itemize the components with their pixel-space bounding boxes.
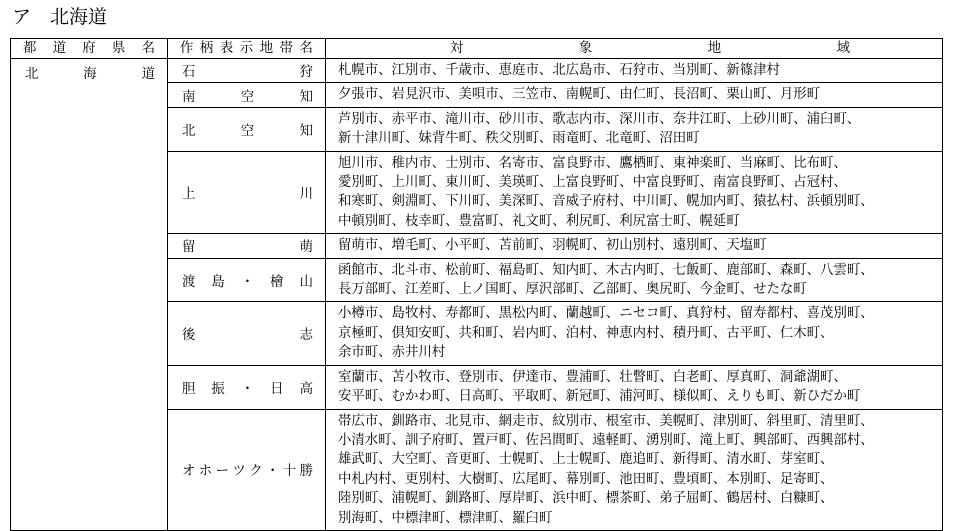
band-cell [168, 365, 326, 409]
band-cell [168, 234, 326, 258]
target-area-line: 新十津川町、妹背牛町、秩父別町、雨竜町、北竜町、沼田町 [338, 131, 700, 147]
target-area-line: 小清水町、訓子府町、置戸町、佐呂間町、遠軽町、湧別町、滝上町、興部町、西興部村、 [338, 432, 874, 448]
target-area-line: 帯広市、釧路市、北見市、網走市、紋別市、根室市、美幌町、津別町、斜里町、清里町、 [338, 413, 874, 429]
crop-region-table [10, 38, 943, 531]
target-area-line: 別海町、中標津町、標津町、羅臼町 [338, 510, 553, 526]
band-name: 後 志 [182, 328, 313, 344]
target-area-line: 中札内村、更別村、大樹町、広尾町、幕別町、池田町、豊頃町、本別町、足寄町、 [338, 471, 834, 487]
target-area-cell [326, 365, 943, 409]
target-area-cell [326, 409, 943, 530]
target-area-label: 対 象 地 域 [450, 40, 850, 56]
header-row [11, 39, 943, 59]
band-name: 留 萌 [182, 240, 313, 256]
target-area-line: 雄武町、大空町、音更町、士幌町、上士幌町、鹿追町、新得町、清水町、芽室町、 [338, 452, 834, 468]
target-area-line: 京極町、倶知安町、共和町、岩内町、泊村、神恵内村、積丹町、古平町、仁木町、 [338, 325, 834, 341]
target-area-cell [326, 107, 943, 151]
target-area-line: 函館市、北斗市、松前町、福島町、知内町、木古内町、七飯町、鹿部町、森町、八雲町、 [338, 262, 874, 278]
prefecture-label: 都 道 府 県 名 [23, 40, 155, 56]
table-row [11, 59, 943, 83]
target-area-cell [326, 234, 943, 258]
header-target-area [326, 39, 943, 59]
band-name: 胆 振 ・ 日 高 [182, 381, 313, 397]
table-body [11, 59, 943, 531]
target-area-line: 夕張市、岩見沢市、美唄市、三笠市、南幌町、由仁町、長沼町、栗山町、月形町 [338, 87, 821, 103]
target-area-line: 和寒町、剣淵町、下川町、美深町、音威子府村、中川町、幌加内町、猿払村、浜頓別町、 [338, 194, 874, 210]
target-area-line: 長万部町、江差町、上ノ国町、厚沢部町、乙部町、奥尻町、今金町、せたな町 [338, 282, 807, 298]
band-cell [168, 107, 326, 151]
target-area-line: 札幌市、江別市、千歳市、恵庭市、北広島市、石狩市、当別町、新篠津村 [338, 63, 780, 78]
band-cell [168, 302, 326, 365]
band-cell [168, 409, 326, 530]
target-area-line: 中頓別町、枝幸町、豊富町、礼文町、利尻町、利尻富士町、幌延町 [338, 213, 740, 229]
target-area-line: 旭川市、稚内市、士別市、名寄市、富良野市、鷹栖町、東神楽町、当麻町、比布町、 [338, 155, 847, 171]
section-title: ア 北海道 [12, 6, 108, 28]
target-area-line: 室蘭市、苫小牧市、登別市、伊達市、豊浦町、壮瞥町、白老町、厚真町、洞爺湖町、 [338, 369, 847, 385]
header-prefecture [11, 39, 168, 59]
target-area-line: 小樽市、島牧村、寿都町、黒松内町、蘭越町、ニセコ町、真狩村、留寿都村、喜茂別町、 [338, 306, 874, 322]
band-cell [168, 83, 326, 107]
prefecture-name: 北 海 道 [25, 67, 155, 82]
band-name: 渡 島 ・ 檜 山 [182, 274, 313, 290]
target-area-line: 芦別市、赤平市、滝川市、砂川市、歌志内市、深川市、奈井江町、上砂川町、浦臼町、 [338, 111, 861, 127]
band-cell [168, 151, 326, 234]
target-area-line: 愛別町、上川町、東川町、美瑛町、上富良野町、中富良野町、南富良野町、占冠村、 [338, 175, 847, 191]
target-area-line: 陸別町、浦幌町、釧路町、厚岸町、浜中町、標茶町、弟子屈町、鶴居村、白糠町、 [338, 491, 834, 507]
band-name: 石 狩 [182, 65, 313, 81]
target-area-line: 余市町、赤井川村 [338, 345, 446, 361]
band-name: オ ホ ー ツ ク ・ 十 勝 [182, 464, 313, 480]
band-label: 作 柄 表 示 地 帯 名 [180, 40, 313, 56]
target-area-cell [326, 151, 943, 234]
prefecture-cell [11, 59, 168, 531]
target-area-cell [326, 59, 943, 83]
target-area-cell [326, 302, 943, 365]
target-area-cell [326, 258, 943, 302]
band-name: 上 川 [182, 186, 313, 202]
target-area-line: 安平町、むかわ町、日高町、平取町、新冠町、浦河町、様似町、えりも町、新ひだか町 [338, 389, 861, 405]
target-area-cell [326, 83, 943, 107]
header-band [168, 39, 326, 59]
band-cell [168, 258, 326, 302]
band-name: 北 空 知 [182, 123, 313, 139]
band-name: 南 空 知 [182, 89, 313, 105]
target-area-line: 留萌市、増毛町、小平町、苫前町、羽幌町、初山別村、遠別町、天塩町 [338, 238, 767, 254]
band-cell [168, 59, 326, 83]
